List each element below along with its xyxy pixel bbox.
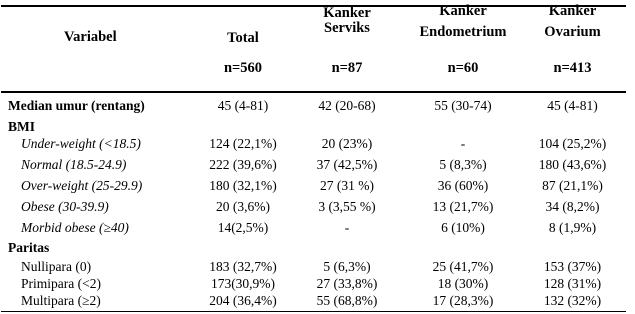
table-row-overweight	[0, 178, 635, 199]
cell-serviks: 5 (6,3%)	[323, 259, 371, 274]
cell-ovarium: 153 (37%)	[543, 259, 602, 274]
header-ovarium-line1: Kanker	[548, 3, 597, 19]
cell-serviks: 27 (31 %)	[320, 178, 374, 193]
row-label: Normal (18.5-24.9)	[21, 157, 127, 172]
header-variabel: Variabel	[64, 29, 117, 45]
row-label: Over-weight (25-29.9)	[21, 178, 143, 193]
cell-total: 45 (4-81)	[217, 98, 269, 113]
cell-endometrium: 5 (8,3%)	[439, 157, 487, 172]
cell-endometrium: 18 (30%)	[437, 276, 489, 291]
cell-endometrium: 17 (28,3%)	[432, 293, 494, 308]
cell-ovarium: 87 (21,1%)	[542, 178, 603, 193]
cell-total: 14(2,5%)	[217, 220, 269, 235]
header-endometrium-line2: Endometrium	[419, 24, 507, 40]
table-row-underweight	[0, 136, 635, 157]
cell-endometrium: -	[460, 136, 466, 151]
header-endometrium-line1: Kanker	[439, 3, 487, 19]
cell-endometrium: 13 (21,7%)	[432, 199, 494, 214]
header-endometrium	[408, 4, 518, 40]
cell-serviks: 27 (33,8%)	[316, 276, 378, 291]
row-label: Nullipara (0)	[21, 259, 92, 274]
table-row-morbid-obese	[0, 220, 635, 241]
header-n-ovarium: n=413	[553, 60, 592, 76]
header-serviks-line2: Serviks	[324, 20, 370, 36]
cell-total: 183 (32,7%)	[209, 259, 277, 274]
row-label: Under-weight (<18.5)	[21, 136, 141, 151]
row-label: Obese (30-39.9)	[21, 199, 109, 214]
cell-ovarium: 8 (1,9%)	[548, 220, 597, 235]
cell-serviks: 37 (42,5%)	[316, 157, 378, 172]
table-row-median-umur	[0, 98, 635, 119]
cell-total: 204 (36,4%)	[209, 293, 277, 308]
cell-serviks: 3 (3,55 %)	[318, 199, 376, 214]
header-ovarium	[520, 4, 625, 40]
row-label: Median umur (rentang)	[8, 98, 145, 113]
header-ovarium-line2: Ovarium	[544, 24, 601, 40]
cell-total: 180 (32,1%)	[209, 178, 277, 193]
cell-endometrium: 55 (30-74)	[434, 98, 492, 113]
table-bottom-rule	[1, 311, 626, 312]
row-label: Multipara (≥2)	[21, 293, 101, 308]
cell-total: 173(30,9%)	[210, 276, 276, 291]
cell-total: 222 (39,6%)	[209, 157, 277, 172]
cell-endometrium: 25 (41,7%)	[432, 259, 494, 274]
cell-serviks: 55 (68,8%)	[316, 293, 378, 308]
cell-ovarium: 132 (32%)	[543, 293, 602, 308]
section-label-bmi: BMI	[8, 119, 35, 134]
section-label-paritas: Paritas	[8, 240, 50, 255]
header-serviks	[297, 6, 397, 36]
cell-endometrium: 36 (60%)	[437, 178, 489, 193]
table-row-normal	[0, 157, 635, 178]
cell-total: 124 (22,1%)	[209, 136, 277, 151]
cell-ovarium: 34 (8,2%)	[545, 199, 600, 214]
cell-ovarium: 104 (25,2%)	[538, 136, 607, 151]
table-row-obese	[0, 199, 635, 220]
header-n-endometrium: n=60	[447, 60, 479, 76]
cell-ovarium: 45 (4-81)	[547, 98, 598, 113]
table-row-paritas-heading	[0, 240, 635, 261]
header-n-total: n=560	[223, 60, 263, 76]
row-label: Primipara (<2)	[21, 276, 101, 291]
cell-endometrium: 6 (10%)	[441, 220, 485, 235]
header-serviks-line1: Kanker	[323, 5, 371, 21]
cell-ovarium: 128 (31%)	[543, 276, 602, 291]
table-header-rule	[1, 91, 626, 93]
header-n-serviks: n=87	[331, 60, 363, 76]
row-label: Morbid obese (≥40)	[21, 220, 129, 235]
header-total: Total	[227, 30, 259, 46]
cell-serviks: 20 (23%)	[321, 136, 373, 151]
cell-serviks: 42 (20-68)	[318, 98, 376, 113]
cell-serviks: -	[344, 220, 350, 235]
cell-total: 20 (3,6%)	[216, 199, 270, 214]
cell-ovarium: 180 (43,6%)	[538, 157, 607, 172]
